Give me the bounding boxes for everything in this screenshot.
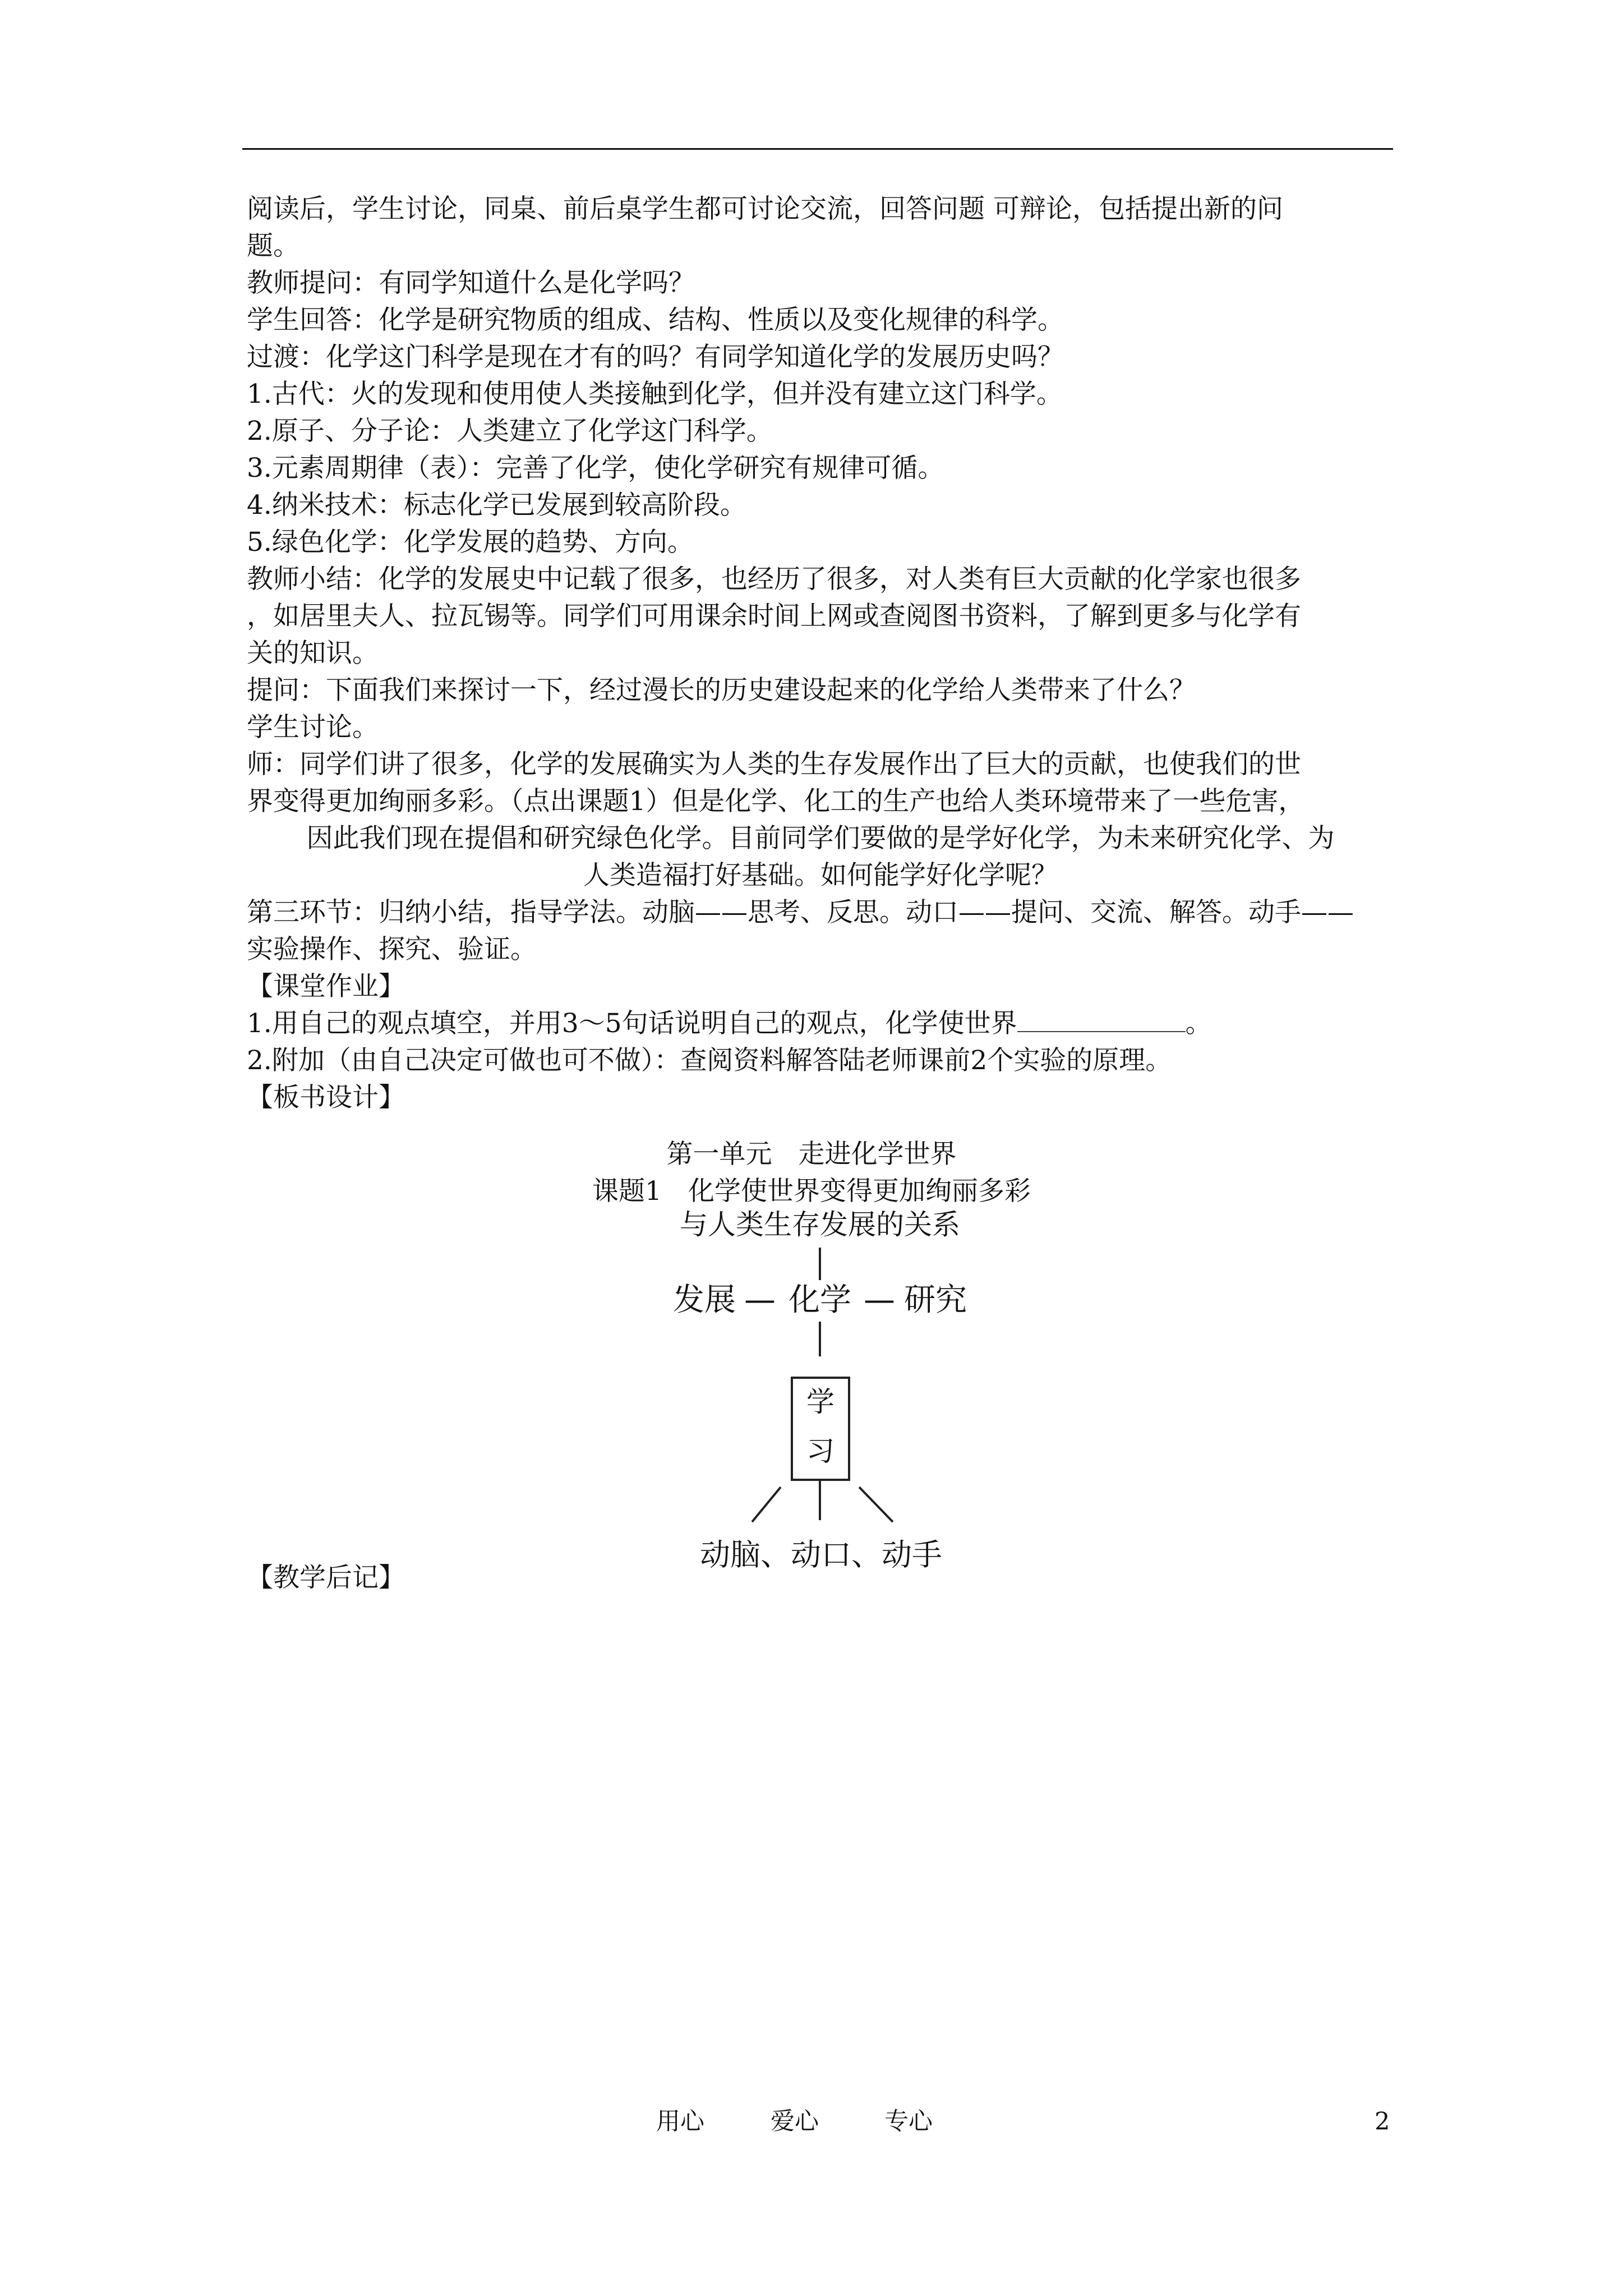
paragraph-line: 第三环节：归纳小结，指导学法。动脑——思考、反思。动口——提问、交流、解答。动手—— [247,897,1354,928]
diagram-bottom-label: 动脑、动口、动手 [700,1537,942,1572]
section-heading-reflection: 【教学后记】 [247,1562,405,1593]
homework-item-text: 1.用自己的观点填空，并用3～5句话说明自己的观点，化学使世界 [247,1008,1017,1039]
paragraph-line: 实验操作、探究、验证。 [247,934,537,965]
paragraph-line: 因此我们现在提倡和研究绿色化学。目前同学们要做的是学好化学，为未来研究化学、为 [306,823,1335,854]
paragraph-line: 阅读后，学生讨论，同桌、前后桌学生都可讨论交流，回答问题 可辩论，包括提出新的问 [247,194,1283,224]
lesson-body [247,191,1394,1116]
diagram-right-label: 研究 [904,1282,967,1318]
history-item: 1.古代：火的发现和使用使人类接触到化学，但并没有建立这门科学。 [247,379,1063,409]
board-unit-title: 第一单元 走进化学世界 [666,1139,957,1170]
history-item: 3.元素周期律（表）：完善了化学，使化学研究有规律可循。 [247,453,944,484]
paragraph-line: ，如居里夫人、拉瓦锡等。同学们可用课余时间上网或查阅图书资料，了解到更多与化学有 [247,601,1301,632]
paragraph-line: 人类造福打好基础。如何能学好化学呢？ [583,860,1058,891]
diagram-left-label: 发展 [673,1282,736,1318]
section-heading-homework: 【课堂作业】 [247,971,405,1002]
study-box-char: 学 [806,1386,834,1418]
paragraph-line: 关的知识。 [247,638,379,669]
footer-motto: 专心 [884,2108,933,2136]
fill-in-blank [1017,1010,1186,1032]
diagram-top-label: 与人类生存发展的关系 [680,1208,960,1241]
homework-item: 2.附加（由自己决定可做也可不做）：查阅资料解答陆老师课前2个实验的原理。 [247,1045,1172,1076]
history-item: 4.纳米技术：标志化学已发展到较高阶段。 [247,490,746,521]
blank-suffix: 。 [1185,1008,1212,1039]
diagram-center-label: 化学 [789,1282,851,1318]
paragraph-line: 教师提问：有同学知道什么是化学吗？ [247,268,695,298]
diagram-connector [859,1487,893,1522]
paragraph-line: 学生回答：化学是研究物质的组成、结构、性质以及变化规律的科学。 [247,305,1064,335]
paragraph-line: 教师小结：化学的发展史中记载了很多，也经历了很多，对人类有巨大贡献的化学家也很多 [247,564,1301,595]
study-box [792,1378,849,1480]
header-rule [242,148,1393,150]
diagram-connector [752,1487,781,1522]
diagram-dash: — [744,1282,776,1318]
board-lesson-title: 课题1 化学使世界变得更加绚丽多彩 [592,1176,1031,1207]
paragraph-line: 过渡：化学这门科学是现在才有的吗？有同学知道化学的发展历史吗？ [247,342,1064,372]
page-number: 2 [1375,2108,1390,2136]
section-heading-board: 【板书设计】 [247,1082,405,1113]
study-box-char: 习 [806,1435,834,1467]
homework-item [247,1005,1394,1042]
history-item: 2.原子、分子论：人类建立了化学这门科学。 [247,416,773,447]
footer-motto: 用心 [656,2108,704,2136]
paragraph-line: 题。 [247,231,299,261]
footer-motto: 爱心 [771,2108,819,2136]
history-item: 5.绿色化学：化学发展的趋势、方向。 [247,527,694,558]
paragraph-line: 界变得更加绚丽多彩。（点出课题1）但是化学、化工的生产也给人类环境带来了一些危害， [247,786,1305,817]
diagram-dash: — [864,1282,895,1318]
paragraph-line: 学生讨论。 [247,712,379,743]
paragraph-line: 师：同学们讲了很多，化学的发展确实为人类的生存发展作出了巨大的贡献，也使我们的世 [247,749,1301,780]
paragraph-line: 提问：下面我们来探讨一下，经过漫长的历史建设起来的化学给人类带来了什么？ [247,675,1196,706]
